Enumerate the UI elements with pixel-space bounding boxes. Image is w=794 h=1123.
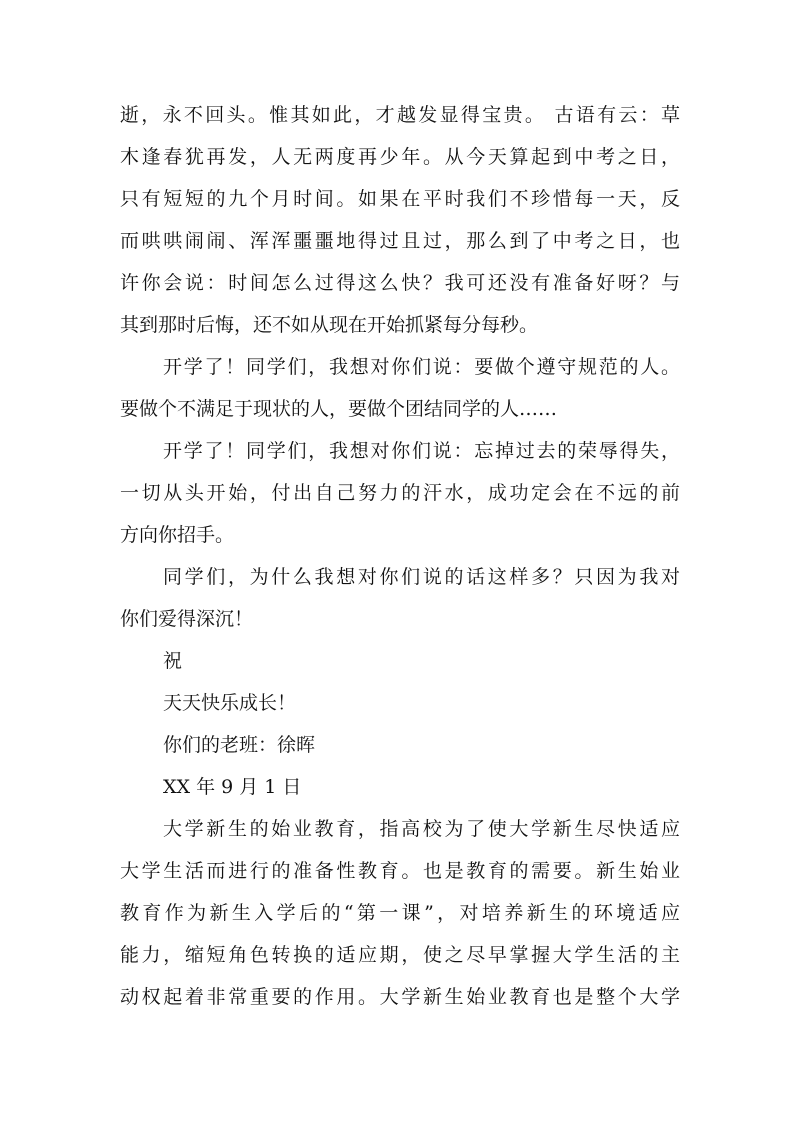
text-line: 其到那时后悔，还不如从现在开始抓紧每分每秒。 (120, 314, 539, 336)
signature-line: 你们的老班：徐晖 (163, 734, 316, 756)
text-line: 木逢春犹再发，人无两度再少年。从今天算起到中考之日， (120, 146, 680, 168)
paragraph-first-line: 大学新生的始业教育，指高校为了使大学新生尽快适应 (163, 818, 680, 840)
text-line: 一切从头开始，付出自己努力的汗水，成功定会在不远的前 (120, 482, 680, 504)
text-line: 动权起着非常重要的作用。大学新生始业教育也是整个大学 (120, 986, 680, 1008)
text-line: 方向你招手。 (120, 524, 235, 546)
paragraph-first-line: 开学了！同学们，我想对你们说：要做个遵守规范的人。 (163, 356, 680, 378)
text-line: 许你会说：时间怎么过得这么快？我可还没有准备好呀？与 (120, 272, 680, 294)
text-line: 而哄哄闹闹、浑浑噩噩地得过且过，那么到了中考之日，也 (120, 230, 680, 252)
text-line: 教育作为新生入学后的“第一课”，对培养新生的环境适应 (120, 902, 680, 924)
date-line: XX 年 9 月 1 日 (163, 776, 302, 798)
text-line: 你们爱得深沉！ (120, 608, 254, 630)
text-line: 逝，永不回头。惟其如此，才越发显得宝贵。 古语有云：草 (120, 104, 680, 126)
text-line: 要做个不满足于现状的人，要做个团结同学的人…… (120, 398, 558, 420)
paragraph-first-line: 同学们，为什么我想对你们说的话这样多？只因为我对 (163, 566, 680, 588)
closing-wish: 天天快乐成长！ (163, 692, 297, 714)
text-line: 能力，缩短角色转换的适应期，使之尽早掌握大学生活的主 (120, 944, 680, 966)
closing-salutation: 祝 (163, 650, 183, 672)
text-line: 只有短短的九个月时间。如果在平时我们不珍惜每一天，反 (120, 188, 680, 210)
text-line: 大学生活而进行的准备性教育。也是教育的需要。新生始业 (120, 860, 680, 882)
paragraph-first-line: 开学了！同学们，我想对你们说：忘掉过去的荣辱得失， (163, 440, 680, 462)
